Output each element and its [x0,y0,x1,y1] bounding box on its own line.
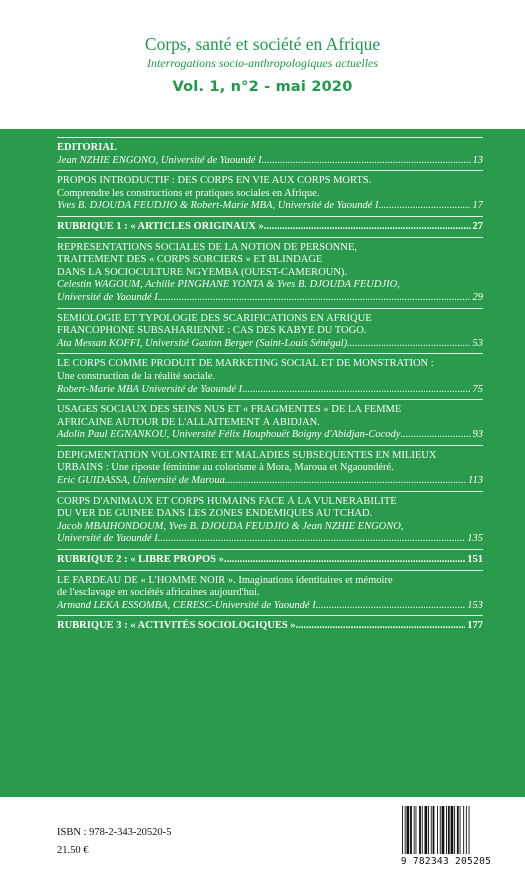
barcode-bar [469,806,470,854]
rubrique-label: RUBRIQUE 1 : « ARTICLES ORIGINAUX » [57,220,264,232]
barcode-bar [405,806,406,854]
barcode-bar [431,806,432,854]
entry-title-line: USAGES SOCIAUX DES SEINS NUS ET « FRAGMENTÉS » DE LA FEMME [57,404,402,416]
barcode-bar [402,806,403,854]
entry-author: Eric GUIDASSA, Université de Maroua [57,475,225,487]
rubrique-line [57,620,483,633]
leader-dots [158,292,471,305]
entry-author-line [57,475,483,488]
entry-author: Jean NZHIE ENGONO, Université de Yaoundé I [57,154,262,166]
entry-author-line [57,600,483,613]
rubrique-label: RUBRIQUE 3 : « ACTIVITÉS SOCIOLOGIQUES » [57,620,296,632]
leader-dots [316,600,466,613]
page-number: 29 [472,291,483,303]
barcode-bar [410,806,412,854]
barcode-bar [407,806,410,854]
toc-entry-article [57,238,483,308]
entry-title-line [57,462,483,475]
entry-title-line: DU VER DE GUINÉE DANS LES ZONES ENDÉMIQUES AU TCHAD. [57,508,373,520]
entry-author: Jacob MBAIHONDOUM, Yves B. DJOUDA FEUDJIO & Jean NZHIE ENGONO, [57,520,404,532]
barcode-bar [433,806,435,854]
leader-dots [347,338,470,351]
toc-entry-article [57,571,483,616]
entry-subtitle-part: Une riposte féminine au colorisme à Mora, Maroua et Ngaoundéré. [108,462,394,474]
leader-dots [262,155,471,168]
toc-rubrique-2 [57,550,483,570]
entry-author-line [57,200,483,213]
barcode-bar [428,806,429,854]
barcode-bar [466,806,467,854]
entry-title-line: DANS LA SOCIOCULTURE NGYEMBA (OUEST-CAMEROUN). [57,266,348,278]
table-of-contents-panel [0,129,525,797]
barcode-bar [416,806,417,854]
entry-author-line [57,155,483,168]
entry-title-line: CORPS D'ANIMAUX ET CORPS HUMAINS FACE À LA VULNERABILITÉ [57,495,397,507]
barcode-bar [460,806,461,854]
page-number: 151 [467,554,483,566]
leader-dots [379,200,471,213]
page-number: 13 [472,154,483,166]
barcode-bars [398,806,494,856]
toc-entry-article [57,446,483,491]
leader-dots [400,429,470,442]
rubrique-line [57,554,483,567]
cover-header [0,0,525,130]
entry-author: Adolin Paul EGNANKOU, Université Félix Houphouët Boigny d'Abidjan-Cocody [57,429,401,441]
barcode-bar [425,806,428,854]
entry-author-line [57,533,483,546]
barcode-bar [451,806,454,854]
leader-dots [158,533,465,546]
entry-title-line: LE CORPS COMME PRODUIT DE MARKETING SOCIAL ET DE MONSTRATION : [57,358,434,370]
toc-entry-propos [57,171,483,216]
entry-author-line [57,429,483,442]
page-number: 113 [468,475,483,487]
barcode-bar [448,806,450,854]
volume-info: Vol. 1, n°2 - mai 2020 [172,79,353,95]
barcode-bar [422,806,423,854]
entry-author: Robert-Marie MBA Université de Yaoundé I [57,383,243,395]
toc-rubrique-1 [57,217,483,237]
entry-subtitle: Comprendre les constructions et pratiques sociales en Afrique. [57,187,320,199]
barcode-bar [446,806,447,854]
journal-title: Corps, santé et société en Afrique [144,34,381,54]
isbn-text: ISBN : 978-2-343-20520-5 [57,827,172,838]
entry-author-line [57,384,483,397]
rubrique-line [57,221,483,234]
barcode-bar [454,806,455,854]
entry-title: PROPOS INTRODUCTIF : DES CORPS EN VIE AUX CORPS MORTS. [57,175,372,187]
leader-dots [296,620,466,633]
page-number: 93 [472,429,483,441]
page-number: 17 [472,200,483,212]
entry-title-line: LE FARDEAU DE « L'HOMME NOIR ». Imaginations identitaires et mémoire [57,574,393,586]
toc-entry-article [57,309,483,354]
leader-dots [264,221,471,234]
leader-dots [224,554,465,567]
barcode-bar [437,806,438,854]
entry-title-line: Une construction de la réalité sociale. [57,370,216,382]
page-number: 177 [467,620,483,632]
barcode-bar [463,806,464,854]
toc-entry-article [57,492,483,549]
toc-rubrique-3 [57,616,483,636]
page-number: 135 [467,533,483,545]
entry-author: Armand LEKA ESSOMBA, CERESC-Université de Yaoundé I [57,599,316,611]
entry-title-line: SÉMIOLOGIE ET TYPOLOGIE DES SCARIFICATIONS EN AFRIQUE [57,312,372,324]
entry-author-line [57,338,483,351]
entry-title-line: TRAITEMENT DES « CORPS SORCIERS » ET BLINDAGE [57,254,323,266]
entry-heading: ÉDITORIAL [57,142,117,153]
entry-author-line [57,292,483,305]
entry-title-line: FRANCOPHONE SUBSAHARIENNE : CAS DES KABYÈ DU TOGO. [57,325,367,337]
barcode-bar [457,806,459,854]
leader-dots [242,384,470,397]
rubrique-label: RUBRIQUE 2 : « LIBRE PROPOS » [57,554,224,566]
barcode-bar [440,806,441,854]
journal-subtitle: Interrogations socio-anthropologiques actuelles [146,56,379,70]
entry-title-line: REPRÉSENTATIONS SOCIALES DE LA NOTION DE PERSONNE, [57,241,357,253]
entry-title-line: de l'esclavage en sociétés africaines aujourd'hui. [57,587,260,599]
entry-title-line: AFRICAINE AUTOUR DE L'ALLAITEMENT À ABIDJAN. [57,416,320,428]
entry-title-part: URBAINS : [57,462,109,474]
page-number: 53 [472,337,483,349]
page-number: 75 [472,383,483,395]
toc-entry-editorial [57,138,483,170]
toc-entry-article [57,400,483,445]
entry-author: Yves B. DJOUDA FEUDJIO & Robert-Marie MBA, Université de Yaoundé I [57,200,379,212]
leader-dots [225,475,466,488]
table-of-contents [57,137,483,636]
barcode-bar [442,806,445,854]
entry-author: Ata Messan KOFFI, Université Gaston Berger (Saint-Louis Sénégal) [57,337,348,349]
barcode-digits: 9 782343 205205 [400,856,492,867]
page-number: 153 [467,599,483,611]
entry-affiliation: Université de Yaoundé I [57,291,158,303]
page-number: 27 [472,220,483,232]
entry-affiliation: Université de Yaoundé I [57,533,158,545]
entry-author: Celestin WAGOUM, Achille PINGHANE YONTA & Yves B. DJOUDA FEUDJIO, [57,279,400,291]
barcode-bar [419,806,421,854]
toc-entry-article [57,354,483,399]
entry-title-line: DÉPIGMENTATION VOLONTAIRE ET MALADIES SUBSÉQUENTES EN MILIEUX [57,449,437,461]
price-text: 21.50 € [57,845,89,856]
barcode-bar [414,806,415,854]
